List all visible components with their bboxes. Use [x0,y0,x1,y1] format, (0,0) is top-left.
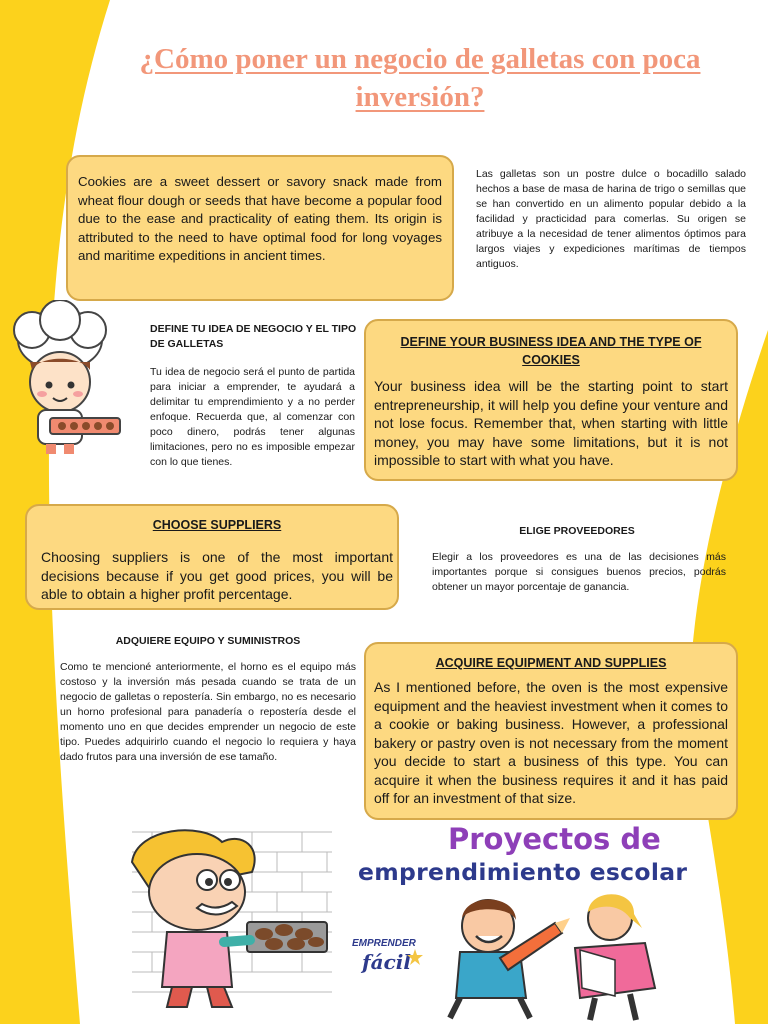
baker-boy-illustration [112,822,344,1012]
section2-heading-es: ELIGE PROVEEDORES [519,525,635,537]
section3-card [364,642,738,820]
intro-text-es: Las galletas son un postre dulce o bocadillo salado hechos a base de masa de harina de trigo o semillas que se han convertido en un alimento popular debido a la facilidad y practicidad para comerlas. Su origen se atribuye a la necesidad de tener alimentos óptimos para largos viajes y expediciones marítimas de tiempos antiguos. [476,168,746,270]
banner-title-line2: emprendimiento escolar [358,858,688,886]
intro-card [66,155,454,301]
kids-illustration [430,888,670,1022]
section2-text-es: Elegir a los proveedores es una de las decisiones más importantes porque si consigues buenos precios, podrás obtener un mayor porcentaje de ganancia. [432,551,726,593]
section3-heading-en: ACQUIRE EQUIPMENT AND SUPPLIES [435,656,667,670]
intro-text-en: Cookies are a sweet dessert or savory snack made from wheat flour dough or seeds that have become a popular food due to the ease and practicality of eating them. Its origin is attributed to the need to have optimal food for long voyages and maritime expeditions in ancient times. [78,174,442,263]
section1-text-es: Tu idea de negocio será el punto de partida para iniciar a emprender, te ayudará a delimitar tu emprendimiento y a no perder enfoque. Recuerda que, al comenzar con poco dinero, podrás tener algunas limitaciones, pero no es imposible empezar con lo que tienes. [150,366,355,468]
section1-heading-en: DEFINE YOUR BUSINESS IDEA AND THE TYPE OF COOKIES [400,335,702,367]
page-title: ¿Cómo poner un negocio de galletas con poca inversión? [139,43,701,113]
section2-heading-en: CHOOSE SUPPLIERS [152,518,282,532]
star-icon [406,948,424,966]
section1-heading-es: DEFINE TU IDEA DE NEGOCIO Y EL TIPO DE GALLETAS [150,323,357,350]
section2-card [25,504,399,610]
section3-heading-es: ADQUIERE EQUIPO Y SUMINISTROS [115,635,301,647]
logo-top-text: EMPRENDER [352,938,416,949]
section2-text-en: Choosing suppliers is one of the most important decisions because if you get good prices, you will be able to obtain a higher profit percentage. [41,549,393,602]
logo-bottom-text: fácil [362,950,411,974]
section1-card [364,319,738,481]
emprender-facil-logo [350,936,430,986]
section3-text-es: Como te mencioné anteriormente, el horno es el equipo más costoso y la inversión más pesada cuando se trata de un negocio de galletas o repostería. Sin embargo, no es necesario un horno profesional para panadería o repostería desde el momento uno en que decides emprender un negocio de este tipo. Puedes adquirirlo cuando el negocio lo requiera y haya dado frutos para una inversión de ese tamaño. [60,661,356,763]
chef-illustration [0,300,125,460]
section3-text-en: As I mentioned before, the oven is the most expensive equipment and the heaviest investment when it comes to a cookie or baking business. However, a professional bakery or pastry oven is not necessary from the moment you decide to start a business of this type. You can acquire it when the business requires it and it has paid off for an investment of that size. [374,679,728,806]
section1-text-en: Your business idea will be the starting point to start entrepreneurship, it will help you define your venture and not lose focus. Remember that, when starting with little money, you may have some limitations, but it is not impossible to start with what you have. [374,378,728,468]
banner-title-line1: Proyectos de [448,822,661,856]
